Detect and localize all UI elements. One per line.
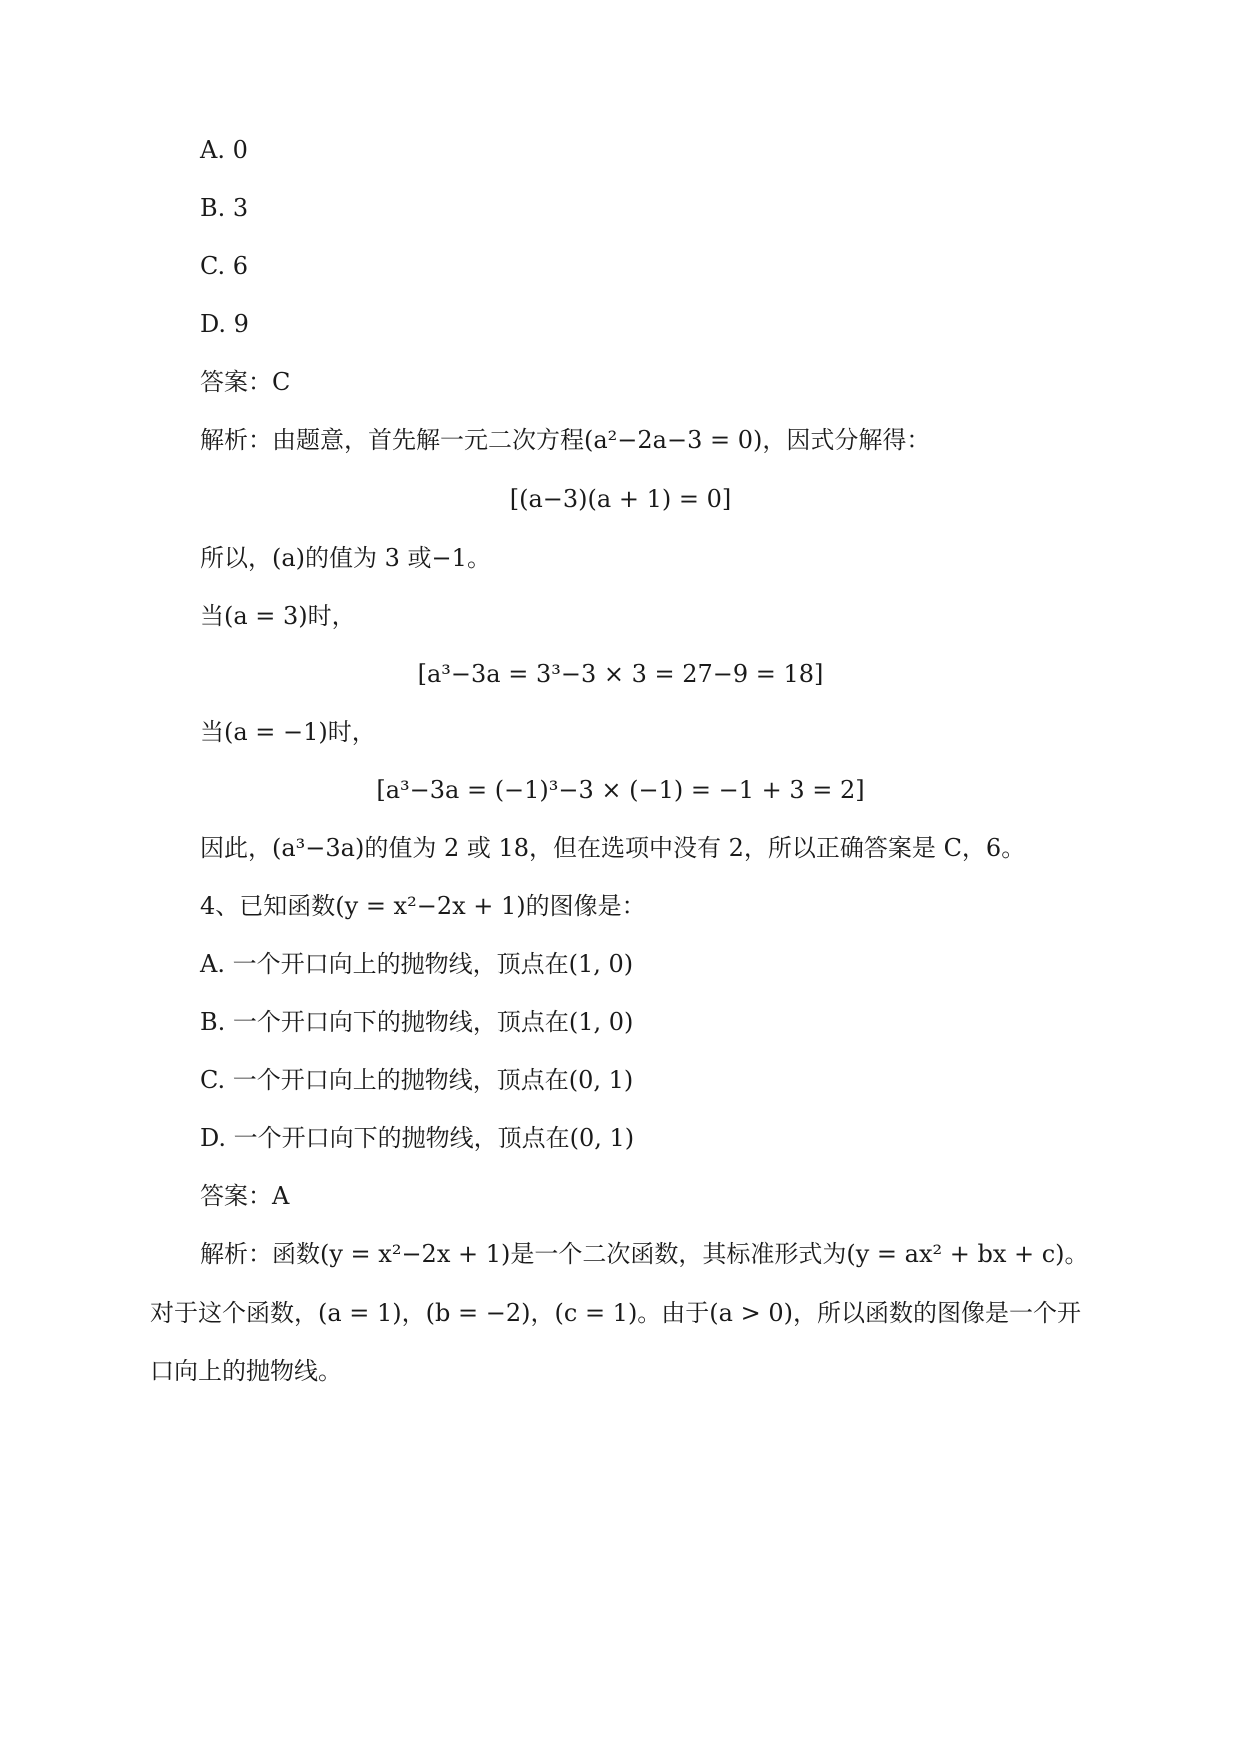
q3-option-b: B. 3: [200, 194, 249, 222]
q3-case1-equation: [a³−3a = 3³−3 × 3 = 27−9 = 18]: [417, 660, 824, 688]
q4-analysis-line1: 解析：函数(y = x²−2x + 1)是一个二次函数，其标准形式为(y = ax² + bx + c)。: [200, 1240, 1089, 1268]
q4-analysis-line3: 口向上的抛物线。: [150, 1357, 342, 1385]
q3-roots: 所以，(a)的值为 3 或−1。: [200, 544, 491, 572]
q3-case2-label: 当(a = −1)时，: [200, 718, 376, 746]
q4-analysis-line2: 对于这个函数，(a = 1)，(b = −2)，(c = 1)。由于(a > 0)，所以函数的图像是一个开: [150, 1299, 1081, 1327]
q4-option-c: C. 一个开口向上的抛物线，顶点在(0, 1): [200, 1066, 634, 1094]
q3-option-c: C. 6: [200, 252, 249, 280]
q3-option-a: A. 0: [200, 136, 248, 164]
q3-case2-equation: [a³−3a = (−1)³−3 × (−1) = −1 + 3 = 2]: [376, 776, 865, 804]
q4-option-d: D. 一个开口向下的抛物线，顶点在(0, 1): [200, 1124, 635, 1152]
q4-option-b: B. 一个开口向下的抛物线，顶点在(1, 0): [200, 1008, 634, 1036]
q3-option-d: D. 9: [200, 310, 249, 338]
q3-analysis-intro: 解析：由题意，首先解一元二次方程(a²−2a−3 = 0)，因式分解得：: [200, 426, 931, 454]
q3-factored-equation: [(a−3)(a + 1) = 0]: [509, 485, 732, 513]
q3-conclusion: 因此，(a³−3a)的值为 2 或 18，但在选项中没有 2，所以正确答案是 C，6。: [200, 834, 1026, 862]
q4-stem: 4、已知函数(y = x²−2x + 1)的图像是：: [200, 892, 646, 920]
q4-option-a: A. 一个开口向上的抛物线，顶点在(1, 0): [200, 950, 634, 978]
q4-answer: 答案：A: [200, 1182, 290, 1210]
q3-case1-label: 当(a = 3)时，: [200, 602, 356, 630]
q3-answer: 答案：C: [200, 368, 291, 396]
